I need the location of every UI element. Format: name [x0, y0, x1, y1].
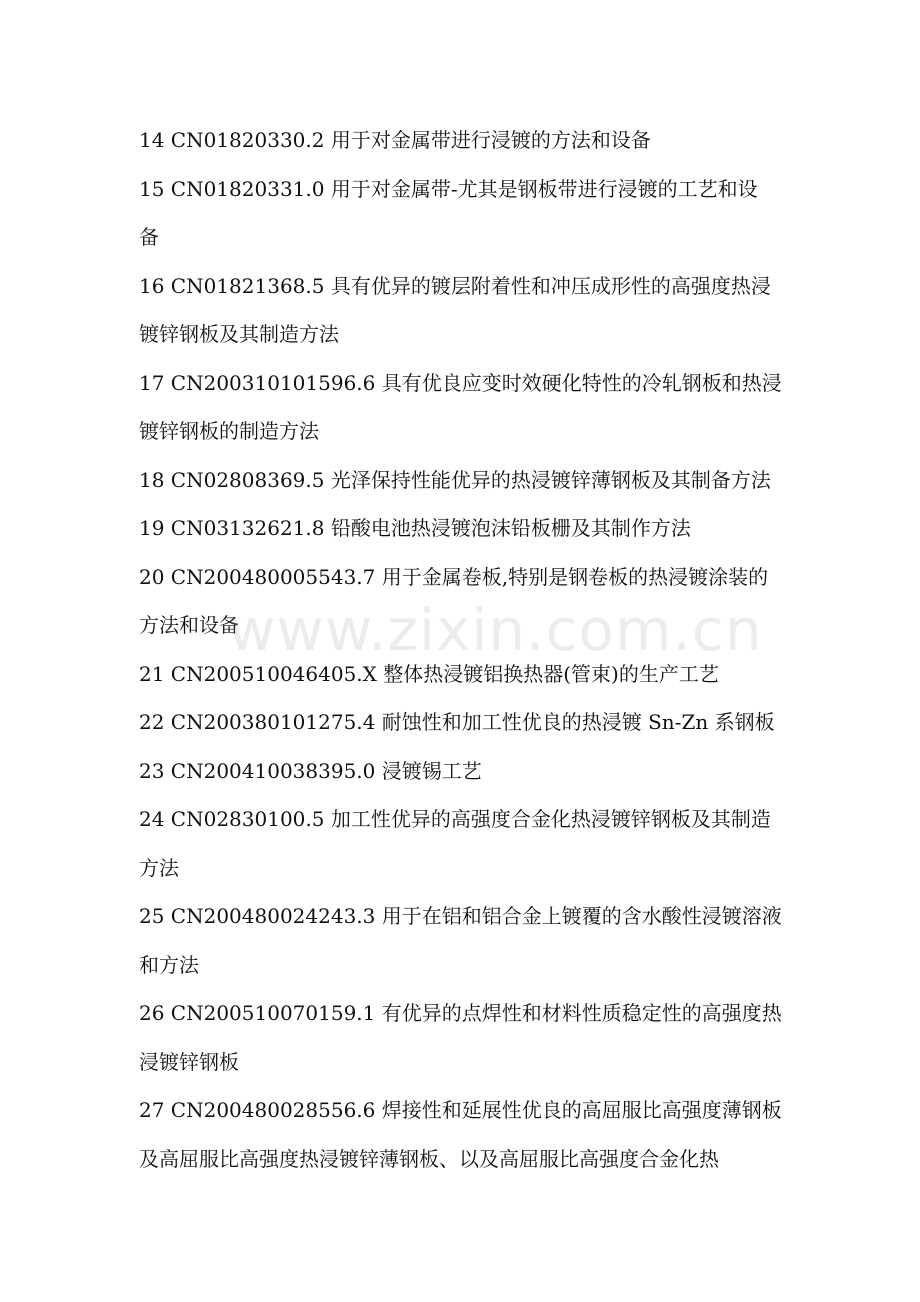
text-line: 浸镀锌钢板 — [139, 1049, 239, 1074]
text-line: 15 CN01820331.0 用于对金属带-尤其是钢板带进行浸镀的工艺和设 — [139, 176, 758, 201]
text-line: 25 CN200480024243.3 用于在铝和铝合金上镀覆的含水酸性浸镀溶液 — [139, 904, 782, 928]
watermark: www.zixin.com.cn — [228, 596, 763, 664]
text-line: 17 CN200310101596.6 具有优良应变时效硬化特性的冷轧钢板和热浸 — [139, 370, 782, 395]
text-line: 镀锌钢板及其制造方法 — [139, 322, 339, 346]
text-line: 及高屈服比高强度热浸镀锌薄钢板、以及高屈服比高强度合金化热 — [139, 1146, 719, 1171]
text-line: 26 CN200510070159.1 有优异的点焊性和材料性质稳定性的高强度热 — [139, 1001, 782, 1025]
text-line: 21 CN200510046405.X 整体热浸镀铝换热器(管束)的生产工艺 — [139, 661, 719, 686]
patent-list — [139, 116, 799, 1183]
text-line: 镀锌钢板的制造方法 — [139, 419, 319, 443]
text-line: 和方法 — [139, 952, 199, 977]
text-line: 24 CN02830100.5 加工性优异的高强度合金化热浸镀锌钢板及其制造 — [139, 807, 771, 831]
text-line: 18 CN02808369.5 光泽保持性能优异的热浸镀锌薄钢板及其制备方法 — [139, 467, 771, 492]
text-line: 方法 — [139, 855, 179, 880]
text-line: 19 CN03132621.8 铅酸电池热浸镀泡沫铅板栅及其制作方法 — [139, 516, 691, 540]
text-line: 方法和设备 — [139, 613, 239, 637]
text-line: 27 CN200480028556.6 焊接性和延展性优良的高屈服比高强度薄钢板 — [139, 1098, 782, 1122]
text-line: 16 CN01821368.5 具有优异的镀层附着性和冲压成形性的高强度热浸 — [139, 273, 771, 298]
text-line: 20 CN200480005543.7 用于金属卷板,特别是钢卷板的热浸镀涂装的 — [139, 564, 769, 589]
text-line: 14 CN01820330.2 用于对金属带进行浸镀的方法和设备 — [139, 128, 651, 152]
text-line: 23 CN200410038395.0 浸镀锡工艺 — [139, 758, 482, 783]
text-line: 22 CN200380101275.4 耐蚀性和加工性优良的热浸镀 Sn-Zn 系钢板 — [139, 710, 775, 734]
text-line: 备 — [139, 225, 159, 249]
